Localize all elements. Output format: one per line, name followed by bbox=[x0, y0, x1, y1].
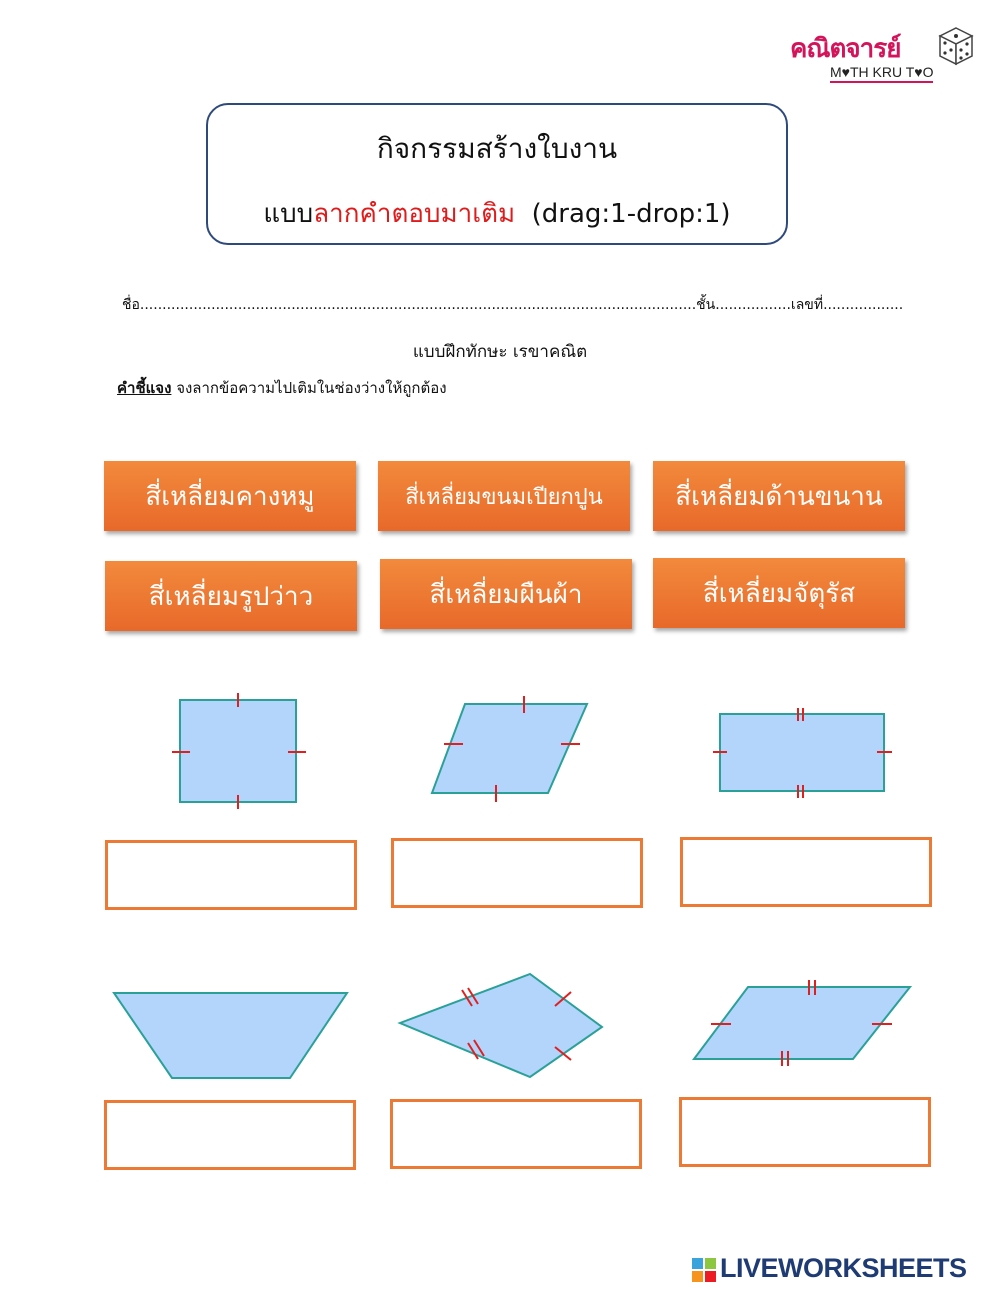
title-box bbox=[206, 103, 788, 245]
liveworksheets-logo-icon bbox=[692, 1258, 716, 1282]
drop-zone-rectangle[interactable] bbox=[680, 837, 932, 907]
instruction bbox=[117, 376, 447, 400]
title-prefix: แบบ bbox=[263, 199, 314, 229]
trapezoid-shape bbox=[110, 990, 350, 1082]
instruction-text: จงลากข้อความไปเติมในช่องว่างให้ถูกต้อง bbox=[171, 379, 447, 397]
drop-zone-kite[interactable] bbox=[390, 1099, 642, 1169]
instruction-label: คำชี้แจง bbox=[117, 379, 172, 397]
drop-zone-rhombus[interactable] bbox=[391, 838, 643, 908]
title-suffix: (drag:1-drop:1) bbox=[531, 199, 731, 229]
logo-english-text: M♥TH KRU T♥O bbox=[830, 64, 933, 83]
answer-tile-kite[interactable]: สี่เหลี่ยมรูปว่าว bbox=[105, 561, 357, 631]
title-line-2 bbox=[208, 193, 786, 234]
logo-thai-text: คณิตจารย์ bbox=[790, 34, 901, 64]
dice-icon bbox=[938, 26, 974, 66]
student-info-line: ชื่อ.............................................................................................................................ชั้น.................เลขที่.................. bbox=[122, 297, 904, 313]
rectangle-shape bbox=[710, 703, 900, 799]
drop-zone-trapezoid[interactable] bbox=[104, 1100, 356, 1170]
drop-zone-square[interactable] bbox=[105, 840, 357, 910]
rhombus-shape bbox=[425, 692, 595, 804]
answer-tile-square[interactable]: สี่เหลี่ยมจัตุรัส bbox=[653, 558, 905, 628]
parallelogram-shape bbox=[690, 978, 915, 1070]
title-highlight: ลากคำตอบมาเติม bbox=[313, 199, 516, 229]
answer-tile-rectangle[interactable]: สี่เหลี่ยมผืนผ้า bbox=[380, 559, 632, 629]
drop-zone-parallelogram[interactable] bbox=[679, 1097, 931, 1167]
square-shape bbox=[170, 690, 310, 814]
kite-shape bbox=[395, 970, 607, 1082]
answer-tile-rhombus[interactable]: สี่เหลี่ยมขนมเปียกปูน bbox=[378, 461, 630, 531]
answer-tile-trapezoid[interactable]: สี่เหลี่ยมคางหมู bbox=[104, 461, 356, 531]
answer-tile-parallelogram[interactable]: สี่เหลี่ยมด้านขนาน bbox=[653, 461, 905, 531]
title-line-1: กิจกรรมสร้างใบงาน bbox=[376, 132, 618, 165]
subtitle: แบบฝึกทักษะ เรขาคณิต bbox=[412, 342, 588, 362]
logo bbox=[790, 26, 980, 90]
brand-text: LIVEWORKSHEETS bbox=[720, 1253, 967, 1283]
